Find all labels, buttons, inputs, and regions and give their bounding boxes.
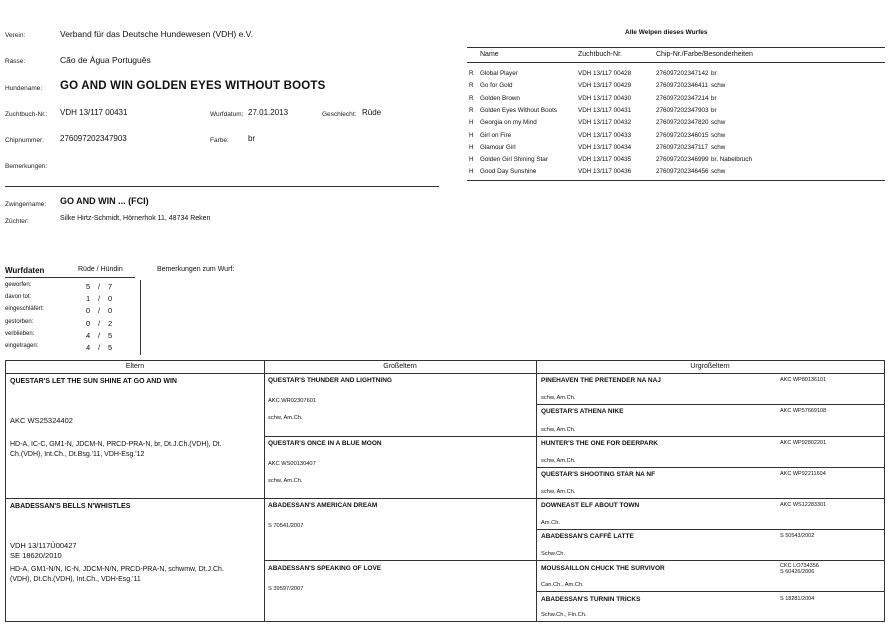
dam-reg-1: VDH 13/117Ü00427 — [10, 541, 77, 550]
pedigree-table — [5, 360, 885, 622]
sire-reg: AKC WS25324402 — [10, 416, 73, 425]
litter-row-sex: H — [469, 168, 474, 176]
gp-4-reg: S 39597/2007 — [268, 586, 304, 592]
litter-row-name: Golden Brown — [480, 94, 520, 102]
litter-row-chip: 276097202347903 — [656, 106, 709, 114]
ggp-6-name: ABADESSAN'S CAFFÈ LATTE — [541, 533, 634, 540]
wurf-row-label: geworfen: — [5, 282, 32, 288]
wurf-row-huendinnen: 7 — [108, 282, 113, 291]
wurf-row-rueden: 0 — [86, 306, 91, 316]
litter-col-zb: Zuchtbuch-Nr. — [578, 51, 622, 58]
wurf-row-label: verblieben: — [5, 330, 35, 337]
ggp-4-name: QUESTAR'S SHOOTING STAR NA NF — [541, 471, 656, 478]
litter-row-zb: VDH 13/117 00431 — [578, 106, 632, 114]
wurf-row-separator: / — [98, 318, 101, 328]
farbe-value: br — [248, 134, 256, 143]
chip-label: Chipnummer: — [5, 137, 45, 144]
litter-row-info: br, Nabelbruch — [711, 156, 752, 164]
ggp-5-reg: AKC WS12283301 — [780, 502, 827, 508]
rasse-label: Rasse: — [5, 58, 26, 65]
header-eltern: Eltern — [125, 363, 145, 370]
litter-row-zb: VDH 13/117 00430 — [578, 94, 632, 102]
gp-2-info: schw, Am.Ch. — [268, 478, 303, 484]
litter-row-name: Georgia on my Mind — [480, 119, 537, 127]
litter-row-zb: VDH 13/117 00434 — [578, 143, 632, 151]
header-grosseltern: Großeltern — [383, 363, 417, 370]
wurf-row-rueden: 4 — [86, 330, 91, 340]
wurf-remarks-label: Bemerkungen zum Wurf: — [157, 266, 235, 273]
litter-row-chip: 276097202347214 — [656, 94, 709, 102]
litter-row-chip: 276097202347142 — [656, 70, 709, 77]
wurf-row-rueden: 5 — [86, 282, 91, 291]
wurf-row-rueden: 4 — [86, 343, 91, 352]
wurfdaten-divider — [140, 280, 141, 355]
ggp-1-info: schw, Am.Ch. — [541, 395, 576, 401]
ggp-4-info: schw, Am.Ch. — [541, 489, 576, 495]
litter-row-zb: VDH 13/117 00432 — [578, 119, 632, 127]
rasse-value: Cão de Água Português — [60, 55, 151, 65]
litter-row-chip: 276097202346999 — [656, 156, 709, 164]
wurfdaten-col: Rüde / Hündin — [78, 266, 123, 273]
litter-table-bottom — [467, 180, 885, 181]
litter-row-sex: H — [469, 119, 474, 127]
litter-row-zb: VDH 13/117 00429 — [578, 82, 632, 90]
litter-row-sex: R — [469, 106, 474, 114]
ggp-2-reg: AKC WP57669108 — [780, 408, 827, 414]
gp-2-name: QUESTAR'S ONCE IN A BLUE MOON — [268, 440, 382, 447]
litter-row-zb: VDH 13/117 00428 — [578, 70, 632, 77]
litter-header-bottom — [467, 62, 885, 63]
ggp-3-info: schw, Am.Ch. — [541, 458, 576, 464]
header-urgrosseltern: Urgroßeltern — [690, 363, 730, 370]
sire-health-1: HD-A, IC-C, GM1-N, JDCM-N, PRCD-PRA-N, br, Dt.J.Ch.(VDH), Dt. — [10, 441, 222, 448]
wurf-row-huendinnen: 0 — [108, 306, 113, 316]
zwingername-label: Zwingername: — [5, 201, 47, 208]
zuchtbuch-value: VDH 13/117 00431 — [60, 108, 128, 117]
sire-health-2: Ch.(VDH), Int.Ch., Dt.Bsg.'11, VDH-Esg.'12 — [10, 451, 145, 458]
gp-3-reg: S 70541/2007 — [268, 523, 304, 529]
ggp-6-reg: S 50543/2002 — [780, 533, 815, 539]
zuechter-value: Silke Hirtz-Schmidt, Hörnerhok 11, 48734 Reken — [60, 215, 211, 222]
zuechter-label: Züchter: — [5, 218, 29, 225]
ggp-1-name: PINEHAVEN THE PRETENDER NA NAJ — [541, 377, 661, 384]
ggp-7-reg-2: S 60426/2006 — [780, 569, 815, 575]
ggp-6-info: Schw.Ch. — [541, 551, 566, 557]
wurf-row-huendinnen: 0 — [108, 294, 113, 304]
verein-label: Verein: — [5, 32, 26, 39]
litter-row-sex: R — [469, 70, 474, 77]
litter-row-chip: 276097202346456 — [656, 168, 709, 176]
hundename-label: Hundename: — [5, 85, 43, 92]
wurf-row-separator: / — [98, 306, 101, 316]
litter-row-info: schw — [711, 131, 726, 139]
gp-2-reg: AKC WS00130407 — [268, 461, 316, 467]
litter-row-name: Girl on Fire — [480, 131, 512, 139]
litter-row-sex: R — [469, 82, 474, 90]
litter-row-zb: VDH 13/117 00433 — [578, 131, 632, 139]
litter-row-sex: H — [469, 131, 474, 139]
litter-row-zb: VDH 13/117 00436 — [578, 168, 632, 176]
wurfdaten-underline — [5, 277, 135, 278]
verein-value: Verband für das Deutsche Hundewesen (VDH) e.V. — [60, 29, 253, 39]
header-divider — [5, 186, 439, 187]
litter-row-info: schw — [711, 168, 726, 176]
gp-1-name: QUESTAR'S THUNDER AND LIGHTNING — [268, 377, 392, 384]
wurf-row-separator: / — [98, 282, 101, 291]
ggp-8-info: Schw.Ch., Fin.Ch. — [541, 612, 587, 618]
litter-row-name: Glamour Girl — [480, 143, 516, 151]
sire-name: QUESTAR'S LET THE SUN SHINE AT GO AND WIN — [10, 378, 177, 385]
zuchtbuch-label: Zuchtbuch-Nr.: — [5, 111, 48, 118]
litter-row-chip: 276097202347820 — [656, 119, 709, 127]
ggp-2-info: schw, Am.Ch. — [541, 427, 576, 433]
wurf-row-label: eingeschläfert: — [5, 306, 45, 313]
ggp-8-reg: S 18281/2004 — [780, 596, 815, 602]
wurf-row-rueden: 0 — [86, 318, 91, 328]
ggp-7-reg: CKC LO734356 — [780, 563, 819, 569]
geschlecht-label: Geschlecht: — [322, 111, 357, 118]
farbe-label: Farbe: — [210, 137, 229, 144]
litter-row-zb: VDH 13/117 00435 — [578, 156, 632, 164]
wurf-row-huendinnen: 5 — [108, 343, 113, 352]
litter-row-name: Golden Eyes Without Boots — [480, 106, 558, 114]
wurf-row-separator: / — [98, 294, 101, 304]
litter-col-name: Name — [480, 51, 499, 58]
geschlecht-value: Rüde — [362, 108, 382, 117]
gp-1-info: schw, Am.Ch. — [268, 415, 303, 421]
ggp-3-reg: AKC WP92802201 — [780, 440, 827, 446]
ggp-1-reg: AKC WP80136101 — [780, 377, 827, 383]
litter-row-sex: H — [469, 156, 474, 164]
litter-row-name: Good Day Sunshine — [480, 168, 537, 176]
litter-row-info: br — [711, 94, 717, 102]
chip-value: 276097202347903 — [60, 134, 127, 143]
wurf-row-huendinnen: 2 — [108, 318, 113, 328]
litter-row-chip: 276097202347117 — [656, 143, 709, 151]
litter-row-name: Go for Gold — [480, 82, 513, 90]
litter-title: Alle Welpen dieses Wurfes — [625, 29, 708, 36]
wurf-row-rueden: 1 — [86, 294, 91, 304]
dam-health-1: HD-A, GM1-N/N, IC-N, JDCM-N/N, PRCD-PRA-N, schwmw, Dt.J.Ch. — [10, 566, 224, 573]
dam-name: ABADESSAN'S BELLS N'WHISTLES — [10, 503, 131, 510]
ggp-5-info: Am.Ch. — [541, 520, 560, 526]
litter-row-info: schw — [711, 82, 726, 90]
litter-row-sex: H — [469, 143, 474, 151]
litter-row-info: br — [711, 70, 717, 77]
wurf-row-separator: / — [98, 343, 101, 352]
ggp-5-name: DOWNEAST ELF ABOUT TOWN — [541, 502, 640, 509]
dog-name: GO AND WIN GOLDEN EYES WITHOUT BOOTS — [60, 80, 326, 92]
zwingername-value: GO AND WIN ... (FCI) — [60, 196, 149, 206]
wurfdaten-title: Wurfdaten — [5, 266, 45, 275]
litter-row-chip: 276097202346015 — [656, 131, 709, 139]
ggp-8-name: ABADESSAN'S TURNIN TRICKS — [541, 596, 641, 603]
litter-header-top — [467, 47, 885, 48]
litter-row-name: Global Player — [480, 70, 518, 77]
ggp-7-name: MOUSSAILLON CHUCK THE SURVIVOR — [541, 565, 665, 572]
litter-row-info: schw — [711, 119, 726, 127]
wurf-row-label: eingetragen: — [5, 343, 39, 349]
wurf-row-separator: / — [98, 330, 101, 340]
wurfdatum-label: Wurfdatum: — [210, 111, 244, 118]
gp-3-name: ABADESSAN'S AMERICAN DREAM — [268, 502, 378, 509]
litter-row-chip: 276097202346411 — [656, 82, 709, 90]
ggp-7-info: Can.Ch., Am.Ch. — [541, 582, 584, 588]
gp-1-reg: AKC WR02307601 — [268, 398, 317, 404]
litter-row-info: br — [711, 106, 717, 114]
ggp-2-name: QUESTAR'S ATHENA NIKE — [541, 408, 624, 415]
wurfdatum-value: 27.01.2013 — [248, 108, 289, 117]
wurf-row-label: gestorben: — [5, 318, 34, 325]
ggp-3-name: HUNTER'S THE ONE FOR DEERPARK — [541, 440, 658, 447]
dam-health-2: (VDH), Dt.Ch.(VDH), Int.Ch., VDH-Esg.'11 — [10, 576, 141, 583]
gp-4-name: ABADESSAN'S SPEAKING OF LOVE — [268, 565, 382, 572]
wurf-row-huendinnen: 5 — [108, 330, 113, 340]
litter-row-name: Golden Girl Shining Star — [480, 156, 548, 164]
bemerkungen-label: Bemerkungen: — [5, 163, 48, 170]
litter-row-sex: R — [469, 94, 474, 102]
ggp-4-reg: AKC WP92211604 — [780, 471, 826, 477]
litter-col-chip: Chip-Nr./Farbe/Besonderheiten — [656, 51, 753, 58]
wurf-row-label: davon tot: — [5, 294, 32, 301]
litter-row-info: schw — [711, 143, 726, 151]
dam-reg-2: SE 18620/2010 — [10, 551, 62, 560]
